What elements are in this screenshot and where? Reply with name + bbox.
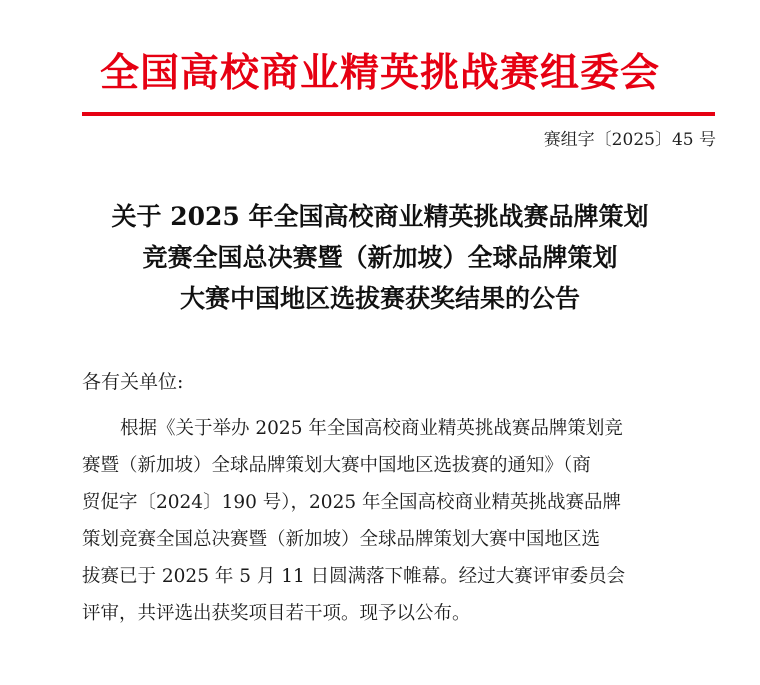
body-line: 策划竞赛全国总决赛暨（新加坡）全球品牌策划大赛中国地区选 [82, 529, 601, 550]
body-line: 根据《关于举办 2025 年全国高校商业精英挑战赛品牌策划竞 [120, 418, 623, 439]
body-line: 贸促字〔2024〕190 号），2025 年全国高校商业精英挑战赛品牌 [82, 492, 621, 513]
red-divider-line [82, 112, 715, 116]
salutation: 各有关单位: [82, 371, 184, 393]
body-paragraph [82, 410, 722, 632]
body-line: 赛暨（新加坡）全球品牌策划大赛中国地区选拔赛的通知》（商 [82, 455, 591, 476]
title-line: 竞赛全国总决赛暨（新加坡）全球品牌策划 [142, 243, 618, 272]
document-number: 赛组字〔2025〕45 号 [543, 130, 716, 150]
body-line: 拔赛已于 2025 年 5 月 11 日圆满落下帷幕。经过大赛评审委员会 [82, 566, 626, 587]
body-line: 评审，共评选出获奖项目若干项。现予以公布。 [82, 603, 471, 624]
announcement-title [0, 196, 760, 319]
title-line: 关于 2025 年全国高校商业精英挑战赛品牌策划 [111, 202, 649, 231]
title-line: 大赛中国地区选拔赛获奖结果的公告 [179, 284, 580, 313]
organization-header: 全国高校商业精英挑战赛组委会 [99, 51, 660, 96]
